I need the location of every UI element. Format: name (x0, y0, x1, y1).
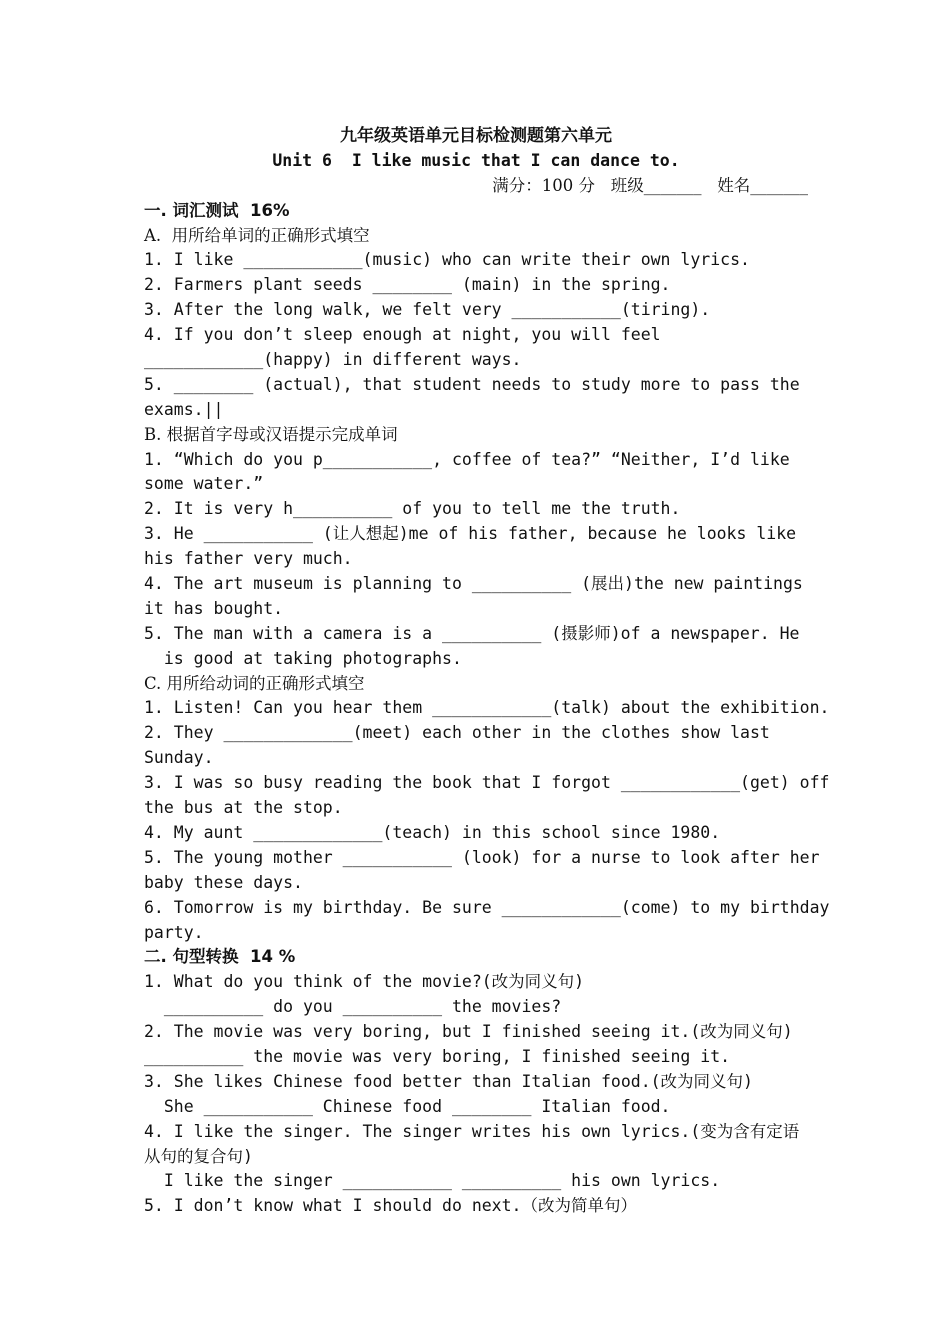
part-heading-a: A. 用所给单词的正确形式填空 (144, 225, 370, 245)
question-line: 2. Farmers plant seeds ________ (main) in the spring. (144, 275, 671, 295)
question-line: party. (144, 922, 204, 942)
question-line: 4. I like the singer. The singer writes his own lyrics.(变为含有定语 (144, 1121, 800, 1141)
question-line: She ___________ Chinese food ________ Italian food. (144, 1096, 671, 1116)
question-line: 1. What do you think of the movie?(改为同义句) (144, 972, 585, 992)
question-line: Sunday. (144, 748, 214, 768)
question-line: 2. It is very h__________ of you to tell me the truth. (144, 499, 681, 519)
section-heading-sentence-transformation: 二. 句型转换 14 % (144, 947, 296, 967)
question-line: __________ do you __________ the movies? (144, 997, 562, 1017)
question-line: I like the singer ___________ __________ his own lyrics. (144, 1171, 721, 1191)
question-line: 5. I don’t know what I should do next.（改为简单句） (144, 1196, 637, 1216)
question-line: 从句的复合句) (144, 1146, 253, 1166)
question-line: 3. After the long walk, we felt very ___________(tiring). (144, 300, 711, 320)
question-line: 3. He ___________ (让人想起)me of his father, because he looks like (144, 524, 797, 544)
question-line: ____________(happy) in different ways. (144, 350, 522, 370)
question-line: it has bought. (144, 598, 284, 618)
question-line: 6. Tomorrow is my birthday. Be sure ____________(come) to my birthday (144, 897, 830, 917)
part-heading-c: C. 用所给动词的正确形式填空 (144, 673, 365, 693)
exam-title: 九年级英语单元目标检测题第六单元 (340, 126, 612, 146)
exam-page (144, 124, 830, 1219)
question-line: 5. The young mother ___________ (look) for a nurse to look after her (144, 847, 820, 867)
unit-title: Unit 6 I like music that I can dance to. (272, 150, 680, 170)
question-line: 1. “Which do you p___________, coffee of tea?” “Neither, I’d like (144, 449, 790, 469)
question-line: 1. Listen! Can you hear them ____________(talk) about the exhibition. (144, 698, 830, 718)
question-line: 2. The movie was very boring, but I finished seeing it.(改为同义句) (144, 1022, 793, 1042)
question-line: 4. The art museum is planning to __________ (展出)the new paintings (144, 574, 803, 594)
section-heading-vocabulary: 一. 词汇测试 16% (144, 200, 290, 220)
question-line: 5. The man with a camera is a __________ (摄影师)of a newspaper. He (144, 623, 800, 643)
question-line: some water.” (144, 474, 264, 494)
question-line: exams.|| (144, 399, 224, 419)
question-line: 3. I was so busy reading the book that I forgot ____________(get) off (144, 773, 830, 793)
question-line: 1. I like ____________(music) who can write their own lyrics. (144, 250, 750, 270)
question-line: 3. She likes Chinese food better than Italian food.(改为同义句) (144, 1071, 753, 1091)
question-line: baby these days. (144, 872, 303, 892)
question-line: is good at taking photographs. (144, 648, 462, 668)
question-line: 2. They _____________(meet) each other in the clothes show last (144, 723, 770, 743)
question-line: 5. ________ (actual), that student needs to study more to pass the (144, 374, 800, 394)
score-class-name-line: 满分：100 分 班级_______ 姓名_______ (492, 175, 808, 195)
question-line: __________ the movie was very boring, I finished seeing it. (144, 1046, 731, 1066)
question-line: 4. My aunt _____________(teach) in this school since 1980. (144, 822, 721, 842)
question-line: 4. If you don’t sleep enough at night, you will feel (144, 325, 661, 345)
question-line: the bus at the stop. (144, 798, 343, 818)
question-line: his father very much. (144, 549, 353, 569)
part-heading-b: B. 根据首字母或汉语提示完成单词 (144, 424, 398, 444)
